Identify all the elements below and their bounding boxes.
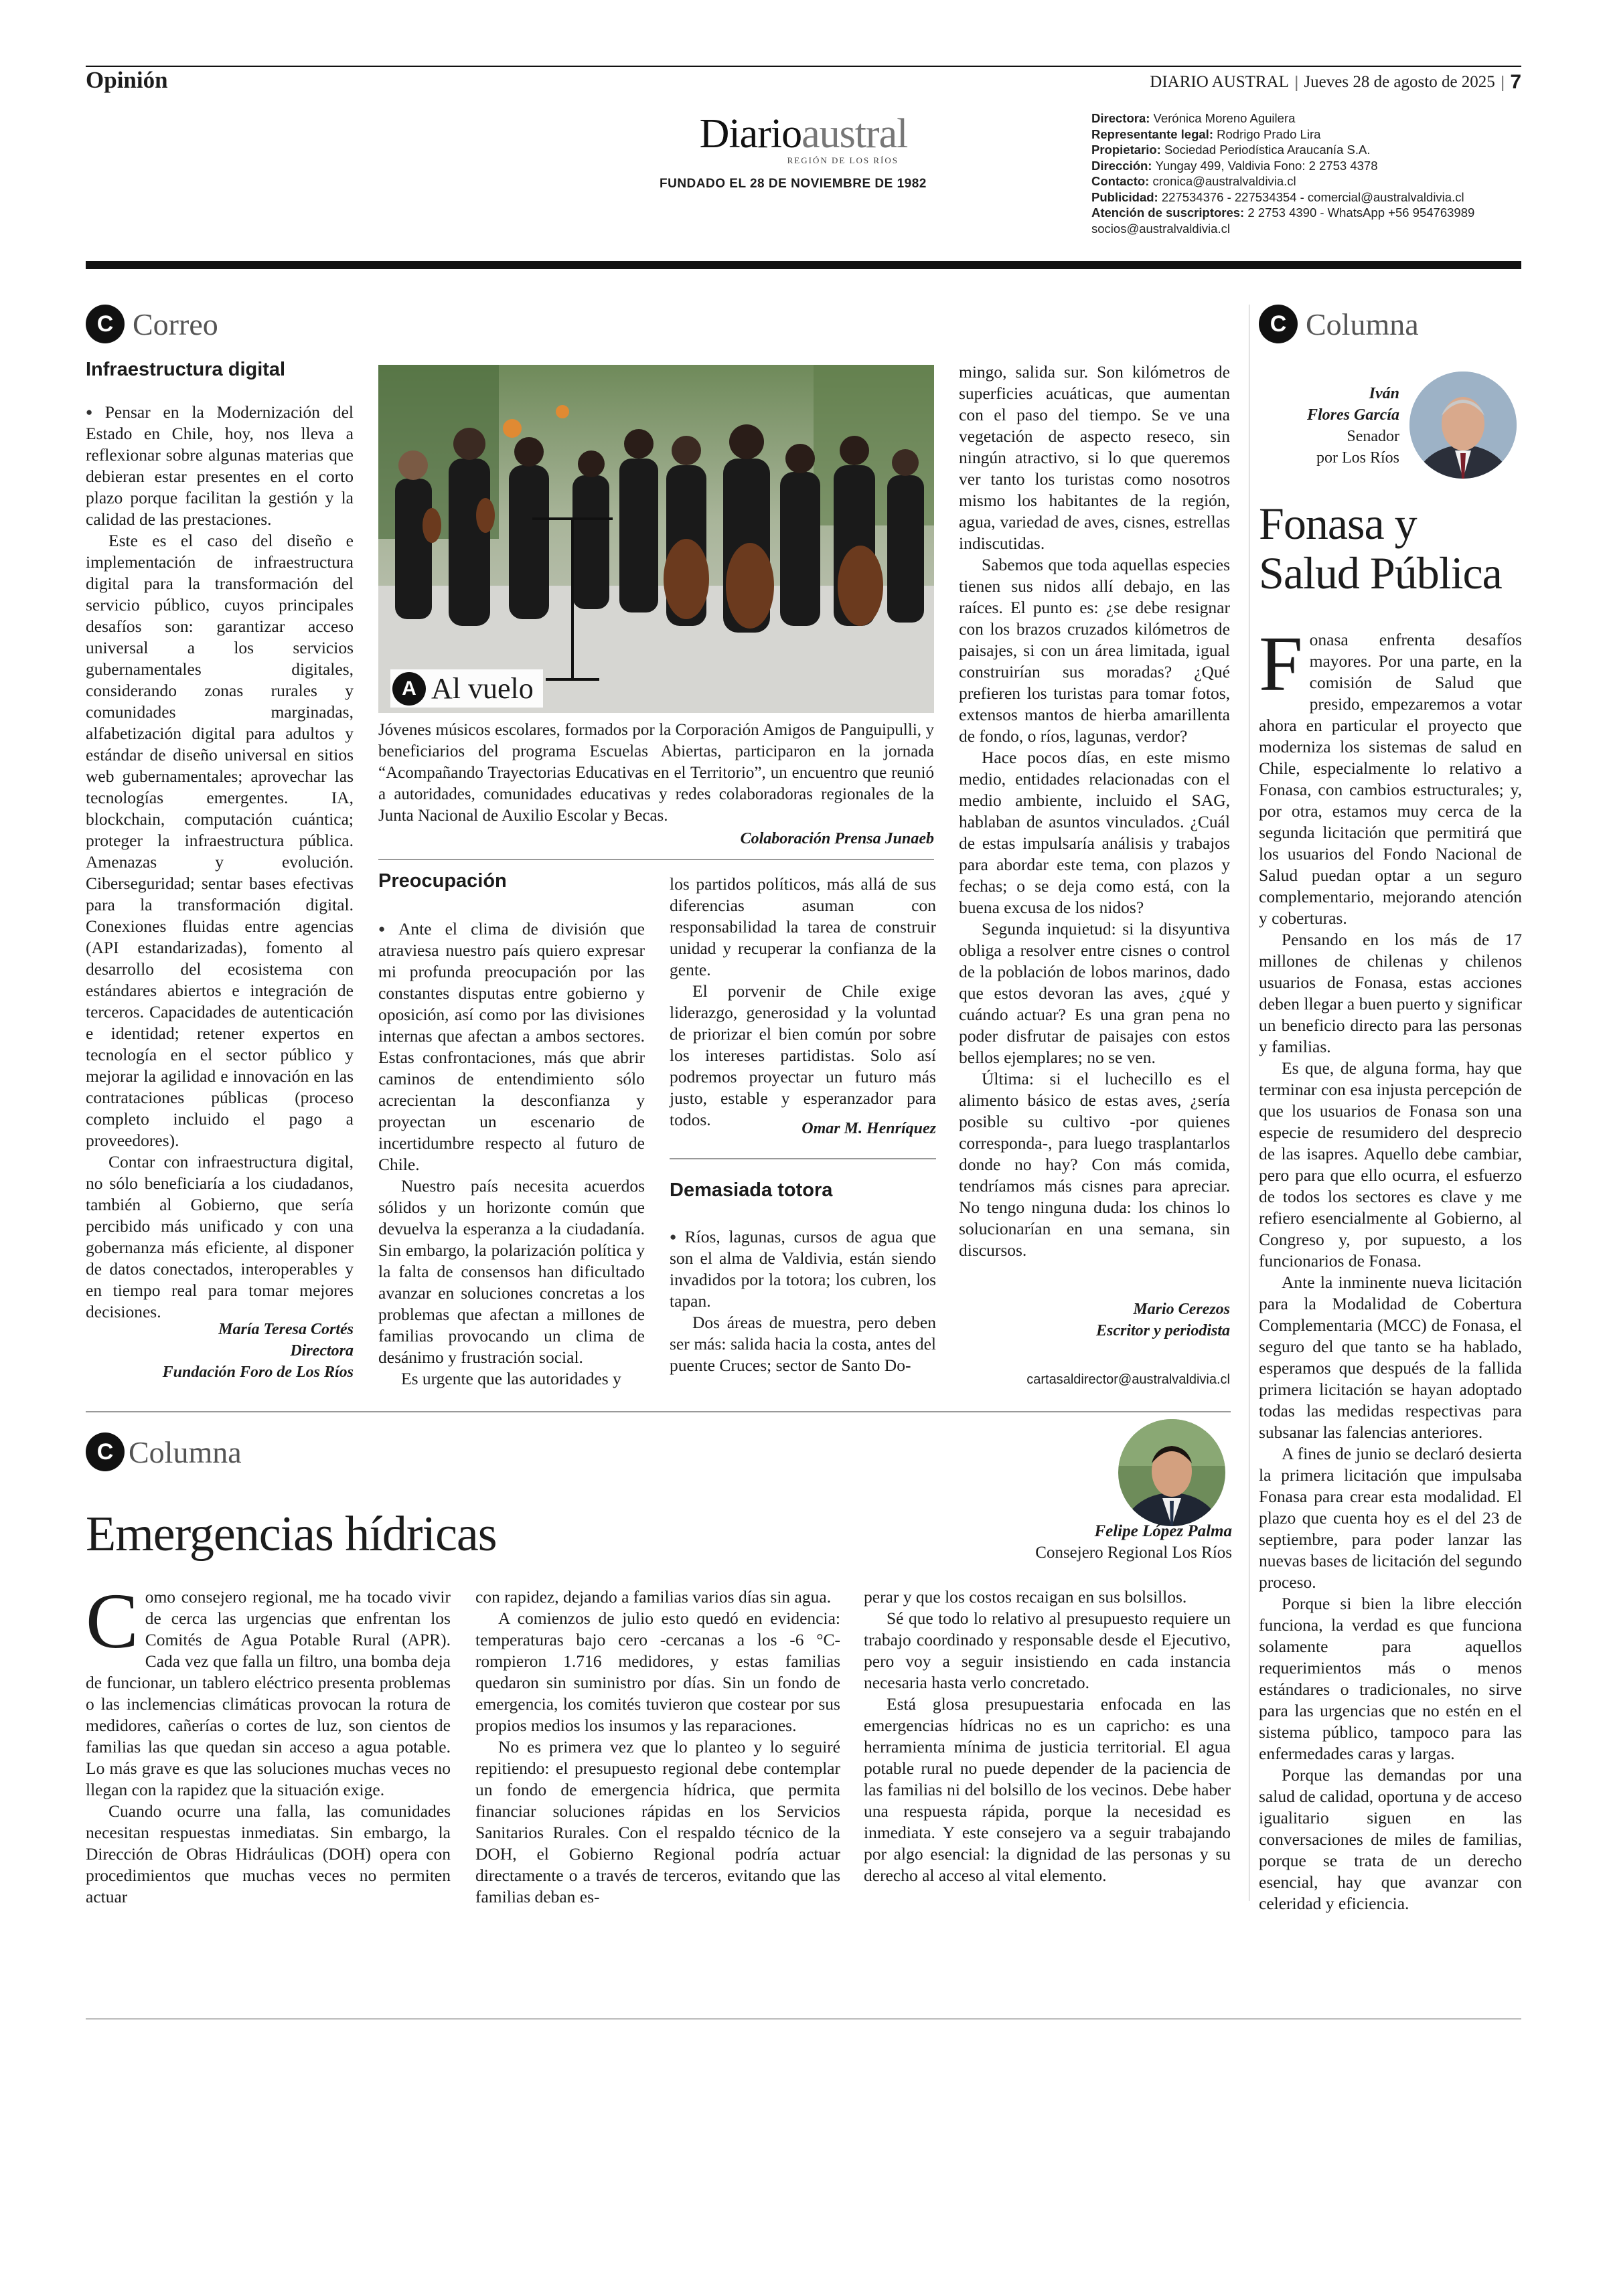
credit-value: Verónica Moreno Aguilera	[1153, 111, 1296, 125]
paragraph: Última: si el luchecillo es el alimento básico de estas aves, ¿sería posible su cultivo -por quienes corresponda-, para luego trasplantarlos donde no hay? Con más comida, tendríamos más cisnes para apreciar. No tengo ninguna duda: los chinos lo solucionarían en una semana, sin discursos.	[959, 1069, 1230, 1260]
columna-bottom-badge: C	[86, 1432, 125, 1471]
masthead-credit-line	[1091, 127, 1520, 143]
paragraph: Pensando en los más de 17 millones de chilenas y chilenos usuarios de Fonasa, estas acciones deben llegar a buen puerto y significar un beneficio directo para las personas y familias.	[1259, 930, 1522, 1056]
paragraph: Porque las demandas por una salud de calidad, oportuna y de acceso igualitario siguen en las conversaciones de miles de familias, porque se trata de un derecho esencial, hay que avanzar con celeridad y eficiencia.	[1259, 1765, 1522, 1913]
paragraph: A comienzos de julio esto quedó en evidencia: temperaturas bajo cero -cercanas a los -6 °C- rompieron 1.716 medidores, y estas familias quedaron sin suministro por días. Sin un fondo de emergencia, los comités tuvieron que costear por sus propios medios los insumos y las reparaciones.	[475, 1609, 840, 1735]
columna-bottom-col1	[86, 1577, 451, 1908]
paragraph: los partidos políticos, más allá de sus diferencias asuman con responsabilidad la tarea de construir unidad y recuperar la confianza de la gente.	[670, 874, 936, 979]
header-top-rule	[86, 66, 1521, 67]
paragraph: Es que, de alguna forma, hay que terminar con esa injusta percepción de que los usuarios de Fonasa son una especie de resumidero del desprecio de las isapres. Aquello debe cambiar, pero para que ello ocurra, el esfuerzo de todos los sectores es clave y me refiero esencialmente al Gobierno, al Congreso y, por supuesto, a los funcionarios de Fonasa.	[1259, 1058, 1522, 1270]
letter-body-totora-col2	[959, 361, 1230, 1261]
letter-signature-henriquez: Omar M. Henríquez	[801, 1120, 936, 1137]
photo-caption: Jóvenes músicos escolares, formados por la Corporación Amigos de Panguipulli, y beneficiarios del programa Escuelas Abiertas, participaron en la jornada “Acompañando Trayectorias Educativas en el Territorio”, un encuentro que reunió a autoridades, comunidades educativas y redes colaboradoras regionales de la Junta Nacional de Auxilio Escolar y Becas.	[378, 721, 934, 825]
section-title: Opinión	[86, 67, 168, 93]
al-vuelo-badge: A	[392, 672, 426, 706]
credit-value: 227534376 - 227534354 - comercial@australvaldivia.cl	[1161, 189, 1464, 204]
letter-title-totora: Demasiada totora	[670, 1179, 833, 1201]
letter-title-infraestructura: Infraestructura digital	[86, 359, 286, 380]
columna-bottom-col3	[864, 1586, 1231, 1886]
credit-label: Directora:	[1091, 111, 1154, 125]
logo-light: austral	[801, 111, 908, 157]
signature-role: Escritor y periodista	[1095, 1322, 1230, 1339]
paragraph: El porvenir de Chile exige liderazgo, generosidad y la voluntad de priorizar el bien común por sobre los intereses partidistas. Solo así podremos proyectar un futuro más justo, estable y esperanzador para todos.	[670, 981, 936, 1129]
masthead-credit-line	[1091, 221, 1520, 237]
photo-illustration	[378, 365, 934, 713]
signature-role: Directora	[290, 1342, 354, 1360]
author-last-name: Flores García	[1307, 406, 1399, 424]
caption-rule	[378, 859, 934, 860]
header-folio	[1150, 71, 1521, 94]
header-separator: |	[1500, 72, 1505, 92]
columna-bottom-title: Emergencias hídricas	[86, 1507, 497, 1562]
paragraph: Nuestro país necesita acuerdos sólidos y un horizonte común que devuelva la esperanza a la ciudadanía. Sin embargo, la polarización política y la falta de consensos han dificultado avanzar en soluciones concretas a los problemas que afectan a millones de familias provocando un clima de desánimo y frustración social.	[378, 1176, 645, 1367]
header-separator: |	[1294, 72, 1299, 92]
masthead-credits	[1091, 110, 1520, 236]
credit-value: 2 2753 4390 - WhatsApp +56 954763989	[1247, 206, 1475, 220]
al-vuelo-label: Al vuelo	[431, 672, 534, 705]
author-name: Felipe López Palma	[1094, 1522, 1232, 1540]
columna-right-label: Columna	[1306, 307, 1419, 341]
letter-signature-cortes	[86, 1319, 354, 1383]
logo-bold: Diario	[699, 111, 802, 157]
paragraph: A fines de junio se declaró desierta la primera licitación que impulsaba Fonasa para crear esta modalidad. El plazo que cuenta hoy es el del 23 de septiembre, para poder lanzar las nuevas bases de licitación del segundo proceso.	[1259, 1444, 1523, 1592]
letter-body-preocupacion-col2	[670, 874, 936, 1131]
avatar-portrait	[1409, 372, 1517, 479]
correo-label: Correo	[133, 307, 218, 341]
paragraph: Sabemos que toda aquellas especies tienen sus nidos allí debajo, en las raíces. El punto es: ¿se debe resignar con los brazos cruzados kilómetros de paisajes, si con un área limitada, igual construirían sus moradas? ¿Qué prefieren los turistas para tomar fotos, extensos mantos de hierba amarillenta de fondo, o ríos, lagunas, verdor?	[959, 555, 1230, 746]
masthead-bottom-bar	[86, 261, 1521, 269]
paragraph: Hace pocos días, en este mismo medio, entidades relacionadas con el medio ambiente, incluido el SAG, hablaban de asuntos vinculados. ¿Cuál de estas impulsaría análisis y trabajos para abordar este tema, con plazos y fechas; o se deja como está, con la buena excusa de los nidos?	[959, 748, 1230, 917]
author-role: Consejero Regional Los Ríos	[1035, 1544, 1232, 1562]
credit-label: Representante legal:	[1091, 127, 1217, 141]
masthead-credit-line	[1091, 158, 1520, 174]
header-paper-name: DIARIO AUSTRAL	[1150, 73, 1289, 91]
masthead-credit-line	[1091, 142, 1520, 158]
columna-right-byline	[1259, 383, 1399, 469]
letter-signature-cerezos	[959, 1299, 1230, 1341]
section-divider	[86, 1411, 1231, 1412]
paragraph: Contar con infraestructura digital, no sólo beneficiaría a los ciudadanos, también al Gobierno, que sería percibido más unificado y con una gobernanza más eficiente, al disponer de datos conectados, interoperables y en tiempo real para tomar mejores decisiones.	[86, 1152, 354, 1321]
avatar-portrait	[1118, 1419, 1225, 1526]
photo-young-musicians	[378, 365, 934, 713]
page-bottom-rule	[86, 2018, 1521, 2020]
page-number: 7	[1510, 71, 1521, 93]
masthead-credit-line	[1091, 110, 1520, 127]
author-region: por Los Ríos	[1316, 449, 1399, 467]
drop-cap: C	[86, 1577, 139, 1665]
paragraph	[1259, 620, 1522, 929]
masthead-credit-line	[1091, 205, 1520, 221]
columna-right-body	[1259, 620, 1523, 1914]
columna-right-header	[1259, 305, 1419, 343]
paragraph: ● Ante el clima de división que atraviesa nuestro país quiero expresar mi profunda preocupación por las constantes disputas entre gobierno y oposición, así como por las divisiones internas que afectan a ambos sectores. Estas confrontaciones, más que abrir caminos de entendimiento sólo acrecientan la desconfianza y proyectan un escenario de incertidumbre respecto al futuro de Chile.	[378, 918, 645, 1175]
paragraph: Segunda inquietud: si la disyuntiva obliga a resolver entre cisnes o control de la población de lobos marinos, dado que estos devoran las aves, ¿qué y cuándo actuar? Es una gran pena no poder disfrutar de paisajes con estos bellos ejemplares; no se ven.	[959, 919, 1230, 1067]
letters-email[interactable]: cartasaldirector@australvaldivia.cl	[1026, 1372, 1230, 1387]
paragraph: ● Ríos, lagunas, cursos de agua que son el alma de Valdivia, están siendo invadidos por la totora; los cubren, los tapan.	[670, 1226, 936, 1312]
paragraph: Dos áreas de muestra, pero deben ser más: salida hacia la costa, antes del puente Cruces; sector de Santo Do-	[670, 1313, 936, 1375]
paragraph: Sé que todo lo relativo al presupuesto requiere un trabajo coordinado y responsable desde el Ejecutivo, pero voy a seguir insistiendo en cada instancia necesaria hasta verlo concretado.	[864, 1609, 1231, 1692]
author-first-name: Iván	[1369, 385, 1399, 402]
signature-name: Mario Cerezos	[1133, 1301, 1230, 1318]
columna-right-badge: C	[1259, 305, 1298, 343]
author-avatar-flores	[1409, 372, 1517, 479]
paragraph	[86, 1577, 451, 1801]
columna-bottom-label: Columna	[129, 1434, 242, 1469]
credit-value: Rodrigo Prado Lira	[1217, 127, 1321, 141]
title-line-2: Salud Pública	[1259, 548, 1502, 598]
masthead-credit-line	[1091, 189, 1520, 206]
credit-label: Dirección:	[1091, 158, 1156, 173]
credit-value: cronica@australvaldivia.cl	[1152, 174, 1296, 188]
paragraph: mingo, salida sur. Son kilómetros de superficies acuáticas, que aumentan con el paso del tiempo. Se ve una vegetación de aspecto reseco, sin ningún atractivo, si lo que queremos ver tanto los turistas como nosotros mismo los habitantes de la región, agua, variedad de aves, cisnes, estrellas indiscutidas.	[959, 362, 1230, 553]
letter-body-preocupacion-col1	[378, 918, 645, 1390]
letter-body-totora-col1	[670, 1226, 936, 1376]
paragraph: Está glosa presupuestaria enfocada en las emergencias hídricas no es un capricho: es una herramienta mínima de justicia territorial. El agua potable rural no puede depender de la paciencia de las familias ni del bolsillo de los vecinos. Debe haber una respuesta rápida, porque la necesidad es inmediata. Y este consejero va a seguir trabajando por algo esencial: la dignidad de las personas y su derecho al acceso al vital elemento.	[864, 1694, 1231, 1885]
paragraph: con rapidez, dejando a familias varios días sin agua.	[475, 1587, 832, 1607]
letter-body-infraestructura	[86, 402, 354, 1323]
photo-credit: Colaboración Prensa Junaeb	[740, 830, 934, 847]
signature-org: Fundación Foro de Los Ríos	[162, 1364, 354, 1381]
title-line-1: Fonasa y	[1259, 498, 1417, 549]
paragraph: Ante la inminente nueva licitación para la Modalidad de Cobertura Complementaria (MCC) de Fonasa, el seguro del que tanto se ha hablado, esperamos que después de la fallida primera licitación se hayan adoptado todas las medidas respectivas para subsanar las falencias anteriores.	[1259, 1273, 1522, 1442]
columna-bottom-header	[86, 1432, 242, 1471]
paragraph-text: omo consejero regional, me ha tocado vivir de cerca las urgencias que enfrentan los Comités de Agua Potable Rural (APR). Cada vez que falla un filtro, una bomba deja de funcionar, un tablero eléctrico presenta problemas o las inclemencias climáticas provocan la rotura de medidores, cañerías o cortes de luz, son cientos de familias las que quedan sin acceso a agua potable. Lo más grave es que las soluciones muchas veces no llegan con la rapidez que la situación exige.	[86, 1587, 451, 1799]
paragraph: Es urgente que las autoridades y	[401, 1369, 621, 1388]
drop-cap: F	[1259, 620, 1303, 708]
signature-name: María Teresa Cortés	[218, 1321, 354, 1338]
paragraph: Este es el caso del diseño e implementación de infraestructura digital para la transformación del servicio público, cuyos principales desafíos son: garantizar acceso universal a los servicios gubernamentales digitales, considerando zonas rurales y comunidades marginadas, alfabetización digital para adultos y estándar de diseño universal en sitios web gubernamentales; aprovechar las tecnologías emergentes. IA, blockchain, computación cuántica; proteger la infraestructura pública. Amenazas y evolución. Ciberseguridad; sentar bases efectivas para la transformación digital. Conexiones fluidas entre agencias (API estandarizadas), fomento al desarrollo del ecosistema con estándares abiertos e integración de terceros. Capacidades de autenticación e identidad; retener expertos en tecnología en el sector público y mejorar la agilidad e innovación en las contrataciones públicas (proceso completo incluido el pago a proveedores).	[86, 531, 354, 1150]
credit-label: Propietario:	[1091, 143, 1164, 157]
masthead-logo	[690, 112, 917, 166]
al-vuelo-label-box	[390, 669, 543, 708]
paragraph: No es primera vez que lo planteo y lo seguiré repitiendo: el presupuesto regional debe contemplar un fondo de emergencia hídrica, que permita financiar soluciones rápidas en los Servicios Sanitarios Rurales. Con el respaldo técnico de la DOH, el Gobierno Regional podría actuar directamente o a través de terceros, evitando que las familias deban es-	[475, 1737, 840, 1906]
credit-label: Contacto:	[1091, 174, 1153, 188]
paragraph: perar y que los costos recaigan en sus bolsillos.	[864, 1587, 1187, 1607]
credit-label: Atención de suscriptores:	[1091, 206, 1248, 220]
columna-right-title	[1259, 499, 1502, 598]
paragraph: Cuando ocurre una falla, las comunidades necesitan respuestas inmediatas. Sin embargo, la Dirección de Obras Hidráulicas (DOH) opera con procedimientos que muchas veces no permiten actuar	[86, 1801, 451, 1906]
correo-badge: C	[86, 305, 125, 343]
paragraph-text: onasa enfrenta desafíos mayores. Por una parte, en la comisión de Salud que presido, empezaremos a votar ahora en particular el proyecto que moderniza los sistemas de salud en Chile, especialmente lo relativo a Fonasa, con cambios estructurales; y, por otra, estamos muy cerca de la segunda licitación que permitirá que los usuarios del Fondo Nacional de Salud puedan optar a un seguro complementario, mejorando atención y coberturas.	[1259, 630, 1522, 928]
author-role: Senador	[1347, 428, 1399, 445]
founded-line: FUNDADO EL 28 DE NOVIEMBRE DE 1982	[660, 177, 927, 191]
logo-region: REGIÓN DE LOS RÍOS	[787, 155, 899, 165]
columna-bottom-byline	[870, 1521, 1232, 1564]
correo-section-header	[86, 305, 218, 343]
credit-value: Yungay 499, Valdivia Fono: 2 2753 4378	[1155, 158, 1378, 173]
paragraph: ● Pensar en la Modernización del Estado en Chile, hoy, nos lleva a reflexionar sobre algunas materias que debieran estar presentes en el corto plazo porque facilitan la gestión y la calidad de las prestaciones.	[86, 402, 354, 530]
credit-value: socios@australvaldivia.cl	[1091, 221, 1230, 236]
header-date: Jueves 28 de agosto de 2025	[1304, 73, 1495, 91]
columna-bottom-col2	[475, 1586, 840, 1908]
letter-separator	[670, 1158, 936, 1159]
paragraph: Porque si bien la libre elección funciona, la verdad es que funciona solamente para aquellos requerimientos más o menos estándares o tradicionales, no sirve para las urgencias que no estén en el sistema público, tampoco para las enfermedades caras y largas.	[1259, 1594, 1522, 1763]
author-avatar-lopez	[1118, 1419, 1225, 1526]
credit-label: Publicidad:	[1091, 189, 1162, 204]
credit-value: Sociedad Periodística Araucanía S.A.	[1164, 143, 1371, 157]
letter-title-preocupacion: Preocupación	[378, 870, 507, 892]
masthead-credit-line	[1091, 173, 1520, 189]
